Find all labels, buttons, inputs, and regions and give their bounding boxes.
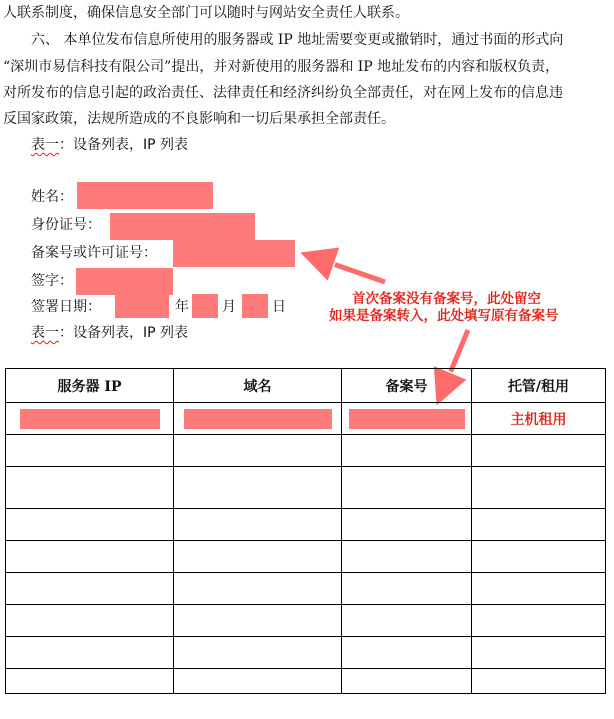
table-cell[interactable] bbox=[472, 435, 606, 467]
table-cell[interactable] bbox=[472, 573, 606, 605]
caption-prefix: 表一 bbox=[31, 137, 59, 153]
name-redaction bbox=[77, 182, 213, 209]
id-number-label: 身份证号： bbox=[31, 217, 101, 233]
record-number-cell-redaction bbox=[349, 409, 465, 429]
record-number-redaction bbox=[173, 240, 295, 267]
annotation-line-2: 如果是备案转入，此处填写原有备案号 bbox=[329, 308, 559, 324]
paragraph-line-2: 六、 本单位发布信息所使用的服务器或 IP 地址需要变更或撤销时，通过书面的形式向 bbox=[3, 32, 564, 48]
table-cell[interactable] bbox=[6, 467, 174, 509]
table-cell[interactable] bbox=[472, 637, 606, 669]
table-cell[interactable] bbox=[472, 541, 606, 573]
paragraph-line-5: 反国家政策，法规所造成的不良影响和一切后果承担全部责任。 bbox=[3, 111, 395, 127]
id-number-redaction bbox=[110, 213, 255, 240]
table-row bbox=[6, 637, 606, 669]
table-cell[interactable] bbox=[6, 669, 174, 694]
table-cell[interactable] bbox=[174, 435, 342, 467]
table-cell[interactable] bbox=[6, 435, 174, 467]
table-caption-top bbox=[31, 136, 188, 154]
table-cell[interactable] bbox=[6, 573, 174, 605]
paragraph-line-1: 人联系制度，确保信息安全部门可以随时与网站安全责任人联系。 bbox=[3, 5, 409, 21]
table-cell[interactable] bbox=[472, 669, 606, 694]
device-table bbox=[5, 368, 606, 694]
server-ip-redaction bbox=[20, 409, 160, 429]
table-row bbox=[6, 467, 606, 509]
table-caption-bottom bbox=[31, 324, 188, 342]
signature-redaction bbox=[76, 268, 173, 295]
table-row bbox=[6, 605, 606, 637]
table-cell[interactable] bbox=[6, 541, 174, 573]
table-row bbox=[6, 403, 606, 435]
table-cell[interactable] bbox=[342, 509, 472, 541]
header-hosting: 托管/租用 bbox=[472, 369, 606, 403]
domain-redaction bbox=[184, 409, 332, 429]
table-cell[interactable] bbox=[472, 509, 606, 541]
table-cell[interactable] bbox=[342, 637, 472, 669]
name-label: 姓名： bbox=[31, 189, 73, 205]
table-cell[interactable] bbox=[342, 605, 472, 637]
header-record-number: 备案号 bbox=[342, 369, 472, 403]
day-unit: 日 bbox=[272, 299, 286, 315]
table-cell[interactable] bbox=[342, 541, 472, 573]
caption-prefix-2: 表一 bbox=[31, 325, 59, 341]
sign-date-label: 签署日期： bbox=[31, 299, 101, 315]
cell-record-number[interactable] bbox=[342, 403, 472, 435]
year-redaction bbox=[115, 294, 169, 318]
table-cell[interactable] bbox=[174, 467, 342, 509]
table-cell[interactable] bbox=[342, 669, 472, 694]
cell-server-ip[interactable] bbox=[6, 403, 174, 435]
caption-rest: ：设备列表，IP 列表 bbox=[59, 137, 189, 153]
cell-domain[interactable] bbox=[174, 403, 342, 435]
table-cell[interactable] bbox=[342, 435, 472, 467]
month-unit: 月 bbox=[222, 299, 236, 315]
signature-label: 签字： bbox=[31, 273, 73, 289]
table-row bbox=[6, 435, 606, 467]
table-row bbox=[6, 573, 606, 605]
table-cell[interactable] bbox=[174, 605, 342, 637]
record-number-label: 备案号或许可证号： bbox=[31, 245, 157, 261]
cell-hosting[interactable]: 主机租用 bbox=[472, 403, 606, 435]
day-redaction bbox=[242, 294, 268, 318]
table-cell[interactable] bbox=[174, 637, 342, 669]
paragraph-line-4: 对所发布的信息引起的政治责任、法律责任和经济纠纷负全部责任，对在网上发布的信息违 bbox=[3, 85, 563, 101]
table-cell[interactable] bbox=[174, 541, 342, 573]
table-cell[interactable] bbox=[6, 509, 174, 541]
table-cell[interactable] bbox=[174, 509, 342, 541]
annotation-line-1: 首次备案没有备案号，此处留空 bbox=[352, 291, 541, 307]
header-server-ip: 服务器 IP bbox=[6, 369, 174, 403]
table-cell[interactable] bbox=[472, 605, 606, 637]
table-row bbox=[6, 541, 606, 573]
year-unit: 年 bbox=[175, 299, 189, 315]
table-cell[interactable] bbox=[342, 467, 472, 509]
month-redaction bbox=[192, 294, 218, 318]
table-row bbox=[6, 509, 606, 541]
paragraph-line-3: “深圳市易信科技有限公司”提出，并对新使用的服务器和 IP 地址发布的内容和版权负责， bbox=[3, 59, 560, 75]
arrow-to-record-field bbox=[316, 258, 385, 282]
table-cell[interactable] bbox=[6, 637, 174, 669]
table-row bbox=[6, 669, 606, 694]
header-domain: 域名 bbox=[174, 369, 342, 403]
table-cell[interactable] bbox=[174, 669, 342, 694]
table-cell[interactable] bbox=[6, 605, 174, 637]
table-header-row bbox=[6, 369, 606, 403]
table-cell[interactable] bbox=[174, 573, 342, 605]
caption-rest-2: ：设备列表，IP 列表 bbox=[59, 325, 189, 341]
table-cell[interactable] bbox=[472, 467, 606, 509]
table-cell[interactable] bbox=[342, 573, 472, 605]
